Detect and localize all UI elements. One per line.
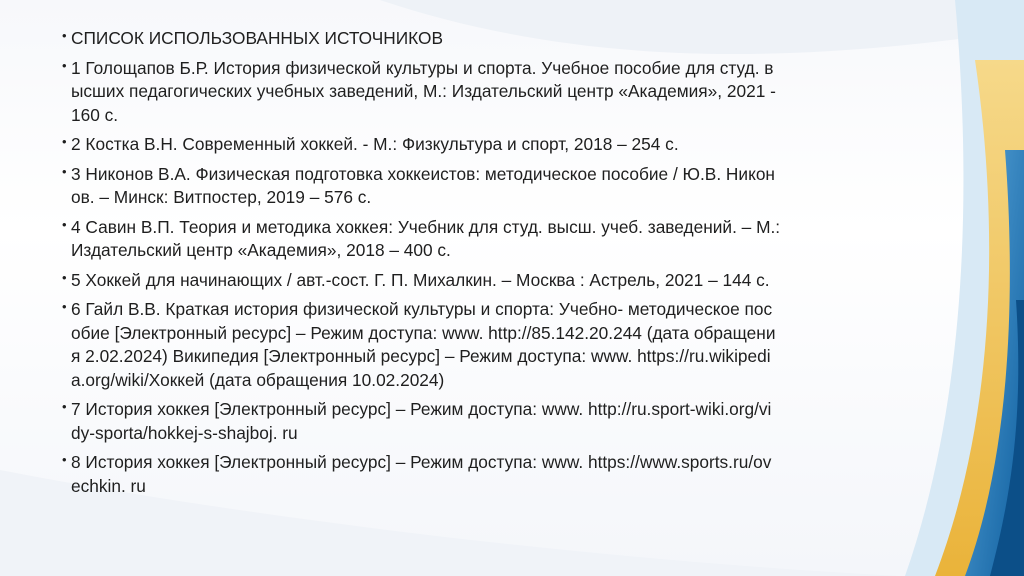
source-7: 7 История хоккея [Электронный ресурс] – Режим доступа: www. http://ru.sport-wiki.org/vi dy-sporta/hokkej-s-shajboj. ru — [71, 399, 772, 443]
list-item — [62, 133, 977, 157]
sources-list — [62, 27, 977, 504]
bullet-icon: • — [62, 269, 67, 285]
source-1: 1 Голощапов Б.Р. История физической культуры и спорта. Учебное пособие для студ. в ысших педагогических учебных заведений, М.: Издательский центр «Академия», 2021 - 160 с. — [71, 57, 776, 125]
list-item — [62, 216, 977, 263]
source-8: 8 История хоккея [Электронный ресурс] – Режим доступа: www. https://www.sports.ru/ov echkin. ru — [71, 452, 772, 496]
source-3: 3 Никонов В.А. Физическая подготовка хоккеистов: методическое пособие / Ю.В. Никон ов. – Минск: Витпостер, 2019 – 576 с. — [71, 163, 775, 207]
list-item — [62, 398, 977, 445]
bullet-icon: • — [62, 163, 67, 179]
list-item — [62, 163, 977, 210]
list-item — [62, 57, 977, 128]
bullet-icon: • — [62, 57, 67, 73]
list-heading: СПИСОК ИСПОЛЬЗОВАННЫХ ИСТОЧНИКОВ — [71, 28, 443, 48]
bullet-icon: • — [62, 452, 67, 467]
bullet-icon: • — [62, 299, 67, 314]
bullet-icon: • — [62, 399, 67, 414]
bullet-icon: • — [62, 28, 67, 43]
list-item — [62, 451, 977, 498]
source-4: 4 Савин В.П. Теория и методика хоккея: Учебник для студ. высш. учеб. заведений. – М.: Издательский центр «Академия», 2018 – 400 с. — [71, 216, 781, 260]
list-item — [62, 298, 977, 392]
list-item — [62, 269, 977, 293]
source-2: 2 Костка В.Н. Современный хоккей. - М.: Физкультура и спорт, 2018 – 254 с. — [71, 134, 679, 154]
list-item — [62, 27, 977, 51]
source-6: 6 Гайл В.В. Краткая история физической культуры и спорта: Учебно- методическое пос обие [Электронный ресурс] – Режим доступа: www. http://85.142.20.244 (дата обращени я 2.02.2024) Википедия [Электронный ресурс] – Режим доступа: www. https://ru.wikipedi a.org/wiki/Хоккей (дата обращения 10.02.2024) — [71, 299, 776, 390]
source-5: 5 Хоккей для начинающих / авт.-сост. Г. П. Михалкин. – Москва : Астрель, 2021 – 144 с. — [71, 269, 770, 290]
bullet-icon: • — [62, 216, 67, 232]
bullet-icon: • — [62, 134, 67, 149]
